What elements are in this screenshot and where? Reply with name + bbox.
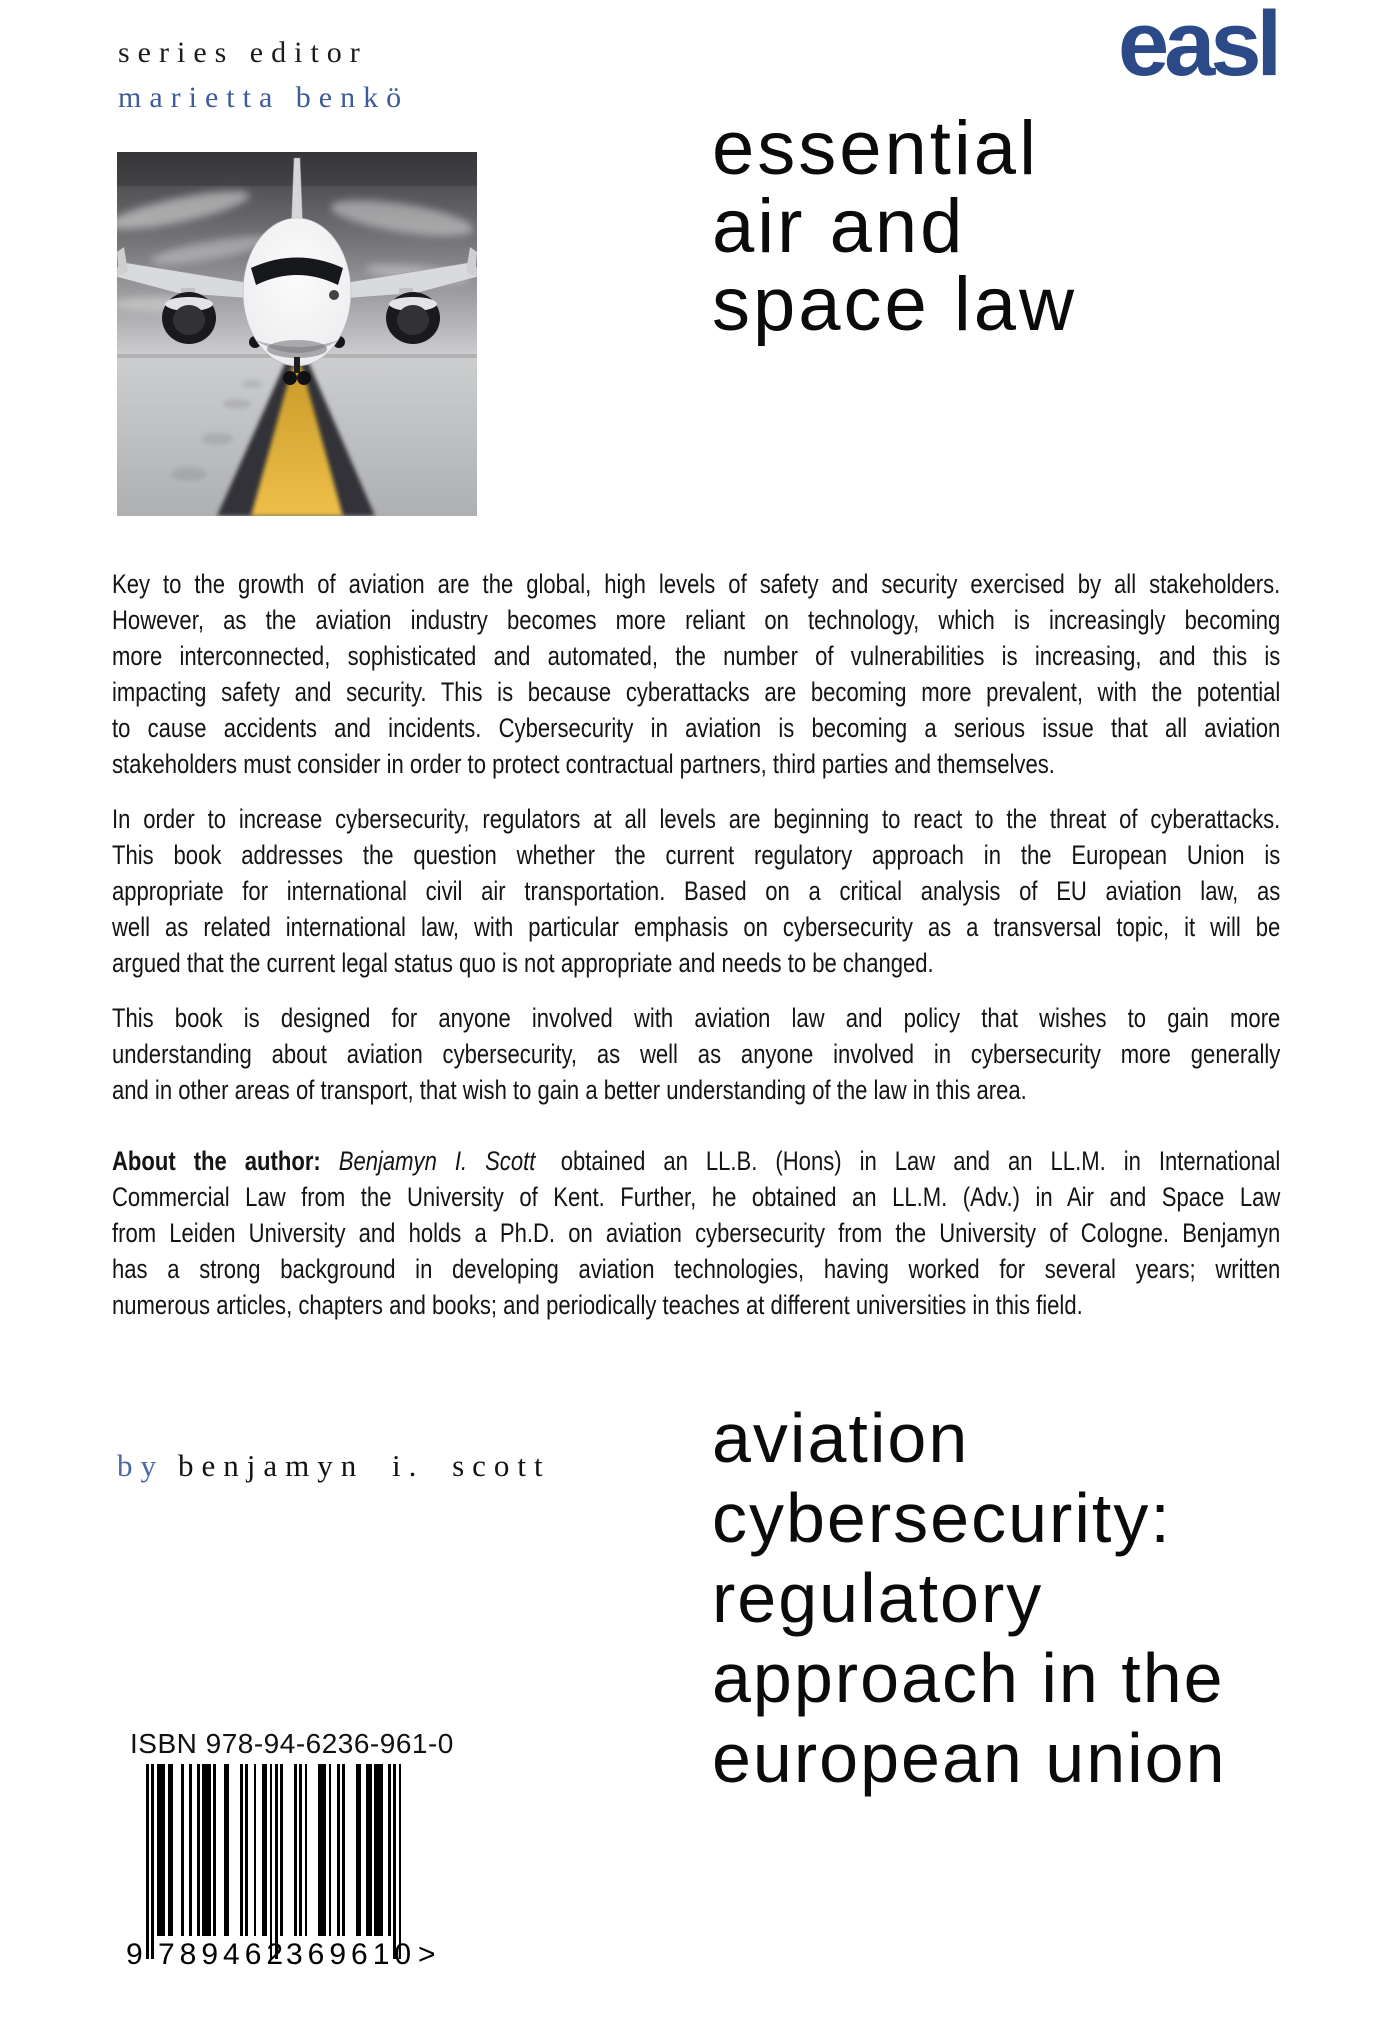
about-label: About the author: <box>112 1146 321 1176</box>
barcode-digit-first: 9 <box>126 1938 143 1971</box>
text-line: appropriate for international civil air transportation. Based on a critical analysis of EU aviation law, as <box>112 876 1281 906</box>
text-line: Key to the growth of aviation are the global, high levels of safety and security exercised by all stakeholders. <box>112 569 1281 599</box>
text-line: This book is designed for anyone involved with aviation law and policy that wishes to gain more <box>112 1003 1281 1033</box>
text-line: more interconnected, sophisticated and automated, the number of vulnerabilities is increasing, and this is <box>112 641 1281 671</box>
series-editor-block <box>118 30 409 120</box>
about-lines <box>112 1179 1280 1323</box>
author-name-italic: Benjamyn I. Scott <box>338 1146 536 1176</box>
series-editor-label: series editor <box>118 36 368 69</box>
text-line: to cause accidents and incidents. Cybersecurity in aviation is becoming a serious issue that all aviation <box>112 713 1281 743</box>
byline <box>117 1448 551 1484</box>
text-line: has a strong background in developing aviation technologies, having worked for several years; written <box>112 1254 1281 1284</box>
airplane-photo <box>117 152 477 516</box>
barcode-digits <box>118 1938 558 1978</box>
text-line: This book addresses the question whether the current regulatory approach in the European Union is <box>112 840 1281 870</box>
paragraph-1 <box>112 566 1280 782</box>
text-line: essential <box>712 106 1039 191</box>
ean13-barcode <box>146 1764 401 1964</box>
back-cover-text <box>112 566 1280 1323</box>
text-line: numerous articles, chapters and books; and periodically teaches at different universities in this field. <box>112 1290 1083 1320</box>
text-line: cybersecurity: <box>712 1479 1172 1557</box>
text-line: air and <box>712 184 966 269</box>
barcode-module <box>399 1764 402 1959</box>
text-line: from Leiden University and holds a Ph.D. on aviation cybersecurity from the University of Cologne. Benjamyn <box>112 1218 1281 1248</box>
text-line: argued that the current legal status quo is not appropriate and needs to be changed. <box>112 948 934 978</box>
paragraph-2 <box>112 801 1280 981</box>
text-line: space law <box>712 262 1077 347</box>
airplane-illustration <box>117 152 477 516</box>
barcode-arrow: > <box>418 1938 436 1971</box>
text-line: approach in the <box>712 1639 1225 1717</box>
text-line: understanding about aviation cybersecurity, as well as anyone involved in cybersecurity more generally <box>112 1039 1281 1069</box>
series-title <box>712 106 1077 347</box>
book-title <box>712 1398 1227 1798</box>
byline-author: benjamyn i. scott <box>178 1448 551 1483</box>
isbn-label: ISBN 978-94-6236-961-0 <box>130 1728 454 1759</box>
text-line: european union <box>712 1719 1227 1797</box>
byline-by: by <box>117 1448 164 1483</box>
text-line: However, as the aviation industry becomes more reliant on technology, which is increasingly becoming <box>112 605 1281 635</box>
text-line: impacting safety and security. This is because cyberattacks are becoming more prevalent, with the potential <box>112 677 1281 707</box>
text-line: well as related international law, with particular emphasis on cybersecurity as a transversal topic, it will be <box>112 912 1281 942</box>
text-line: Commercial Law from the University of Kent. Further, he obtained an LL.M. (Adv.) in Air and Space Law <box>112 1182 1281 1212</box>
about-line1-rest: obtained an LL.B. (Hons) in Law and an LL.M. in International <box>560 1146 1281 1176</box>
about-the-author <box>112 1143 1280 1323</box>
text-line: aviation <box>712 1399 970 1477</box>
text-line: and in other areas of transport, that wish to gain a better understanding of the law in this area. <box>112 1075 1027 1105</box>
about-line-1 <box>112 1143 1280 1179</box>
barcode-digits-group2: 369610 <box>286 1938 417 1971</box>
easl-logo: easl <box>1118 0 1278 95</box>
text-line: regulatory <box>712 1559 1044 1637</box>
paragraph-3 <box>112 1000 1280 1108</box>
text-line: In order to increase cybersecurity, regulators at all levels are beginning to react to the threat of cyberattacks. <box>112 804 1281 834</box>
text-line: stakeholders must consider in order to protect contractual partners, third parties and themselves. <box>112 749 1055 779</box>
barcode-digits-group1: 789462 <box>158 1938 289 1971</box>
series-editor-name: marietta benkö <box>118 81 410 114</box>
